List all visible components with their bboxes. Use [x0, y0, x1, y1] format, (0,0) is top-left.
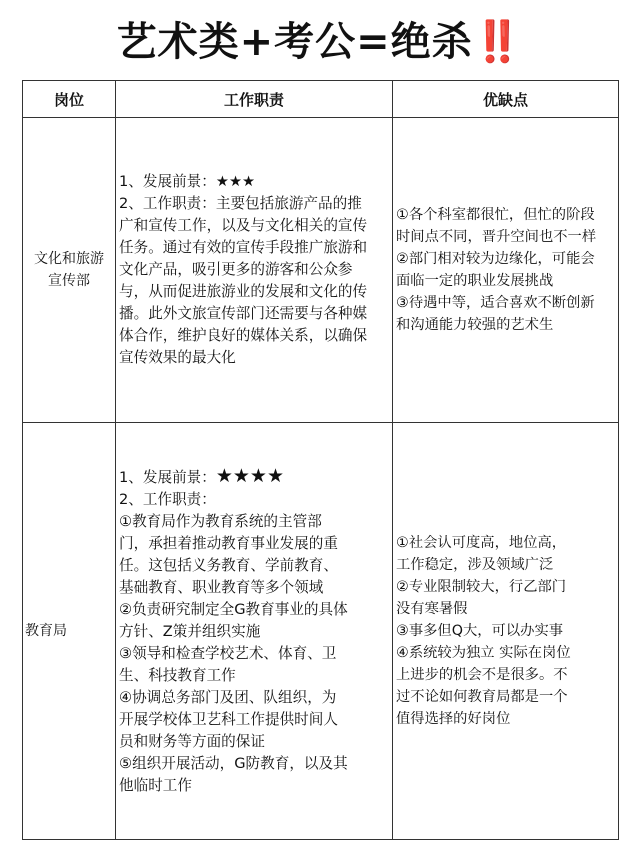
position-line: 教育局 — [25, 623, 67, 639]
prospect-line — [119, 171, 390, 193]
prospect-label: 1、发展前景： — [119, 173, 216, 190]
pros-cons-line: ③待遇中等，适合喜欢不断创新 — [396, 295, 595, 311]
double-exclamation-icon: ‼️ — [472, 19, 524, 65]
pros-cons-line: ③事多但Q大，可以办实事 — [396, 623, 564, 639]
position-line: 文化和旅游 — [34, 251, 104, 267]
pros-cons-line: ②部门相对较为边缘化，可能会 — [396, 251, 595, 267]
duty-line: 体合作，维护良好的媒体关系，以确保 — [119, 327, 368, 344]
header-duties: 工作职责 — [116, 81, 393, 118]
position-cell — [23, 118, 116, 423]
pros-cons-line: ②专业限制较大，行乙部门 — [396, 579, 567, 595]
header-pros-cons: 优缺点 — [393, 81, 619, 118]
duty-line: 播。此外文旅宣传部门还需要与各种媒 — [119, 305, 368, 322]
duty-line: 2、工作职责：主要包括旅游产品的推 — [119, 195, 362, 212]
pros-cons-line: ①各个科室都很忙，但忙的阶段 — [396, 207, 595, 223]
prospect-line — [119, 465, 390, 489]
duty-line: 任务。通过有效的宣传手段推广旅游和 — [119, 239, 368, 256]
duty-line: ④协调总务部门及团、队组织，为 — [119, 689, 337, 706]
pros-cons-line: 没有寒暑假 — [396, 601, 468, 617]
rating-stars-icon: ★★★★ — [215, 465, 284, 487]
duty-line: 基础教育、职业教育等多个领域 — [119, 579, 324, 596]
duty-line: ⑤组织开展活动，G防教育，以及其 — [119, 755, 348, 772]
pros-cons-line: 面临一定的职业发展挑战 — [396, 273, 554, 289]
pros-cons-line: ①社会认可度高，地位高， — [396, 535, 567, 551]
page-title — [0, 14, 640, 70]
duty-line: 宣传效果的最大化 — [119, 349, 236, 366]
duty-line: 他临时工作 — [119, 777, 192, 794]
duty-line: ②负责研究制定全G教育事业的具体 — [119, 601, 348, 618]
position-cell — [23, 423, 116, 840]
job-comparison-table — [22, 80, 619, 840]
duties-cell — [116, 118, 393, 423]
prospect-label: 1、发展前景： — [119, 469, 216, 486]
pros-cons-line: 时间点不同，晋升空间也不一样 — [396, 229, 597, 245]
duty-line: ③领导和检查学校艺术、体育、卫 — [119, 645, 337, 662]
position-line: 宣传部 — [48, 273, 90, 289]
pros-cons-cell — [393, 118, 619, 423]
table-header-row — [23, 81, 619, 118]
pros-cons-cell — [393, 423, 619, 840]
duty-line: 员和财务等方面的保证 — [119, 733, 265, 750]
pros-cons-line: 值得选择的好岗位 — [396, 711, 511, 727]
duty-line: 门，承担着推动教育事业发展的重 — [119, 535, 338, 552]
duty-line: 2、工作职责： — [119, 491, 216, 508]
table-row — [23, 118, 619, 423]
duty-line: 任。这包括义务教育、学前教育、 — [119, 557, 338, 574]
duty-line: 生、科技教育工作 — [119, 667, 236, 684]
pros-cons-line: 工作稳定，涉及领域广泛 — [396, 557, 554, 573]
rating-stars-icon: ★★★ — [215, 173, 256, 190]
duty-line: 广和宣传工作，以及与文化相关的宣传 — [119, 217, 368, 234]
duty-line: 文化产品，吸引更多的游客和公众参 — [119, 261, 353, 278]
pros-cons-line: 过不论如何教育局都是一个 — [396, 689, 568, 705]
pros-cons-line: 和沟通能力较强的艺术生 — [396, 317, 554, 333]
duty-line: ①教育局作为教育系统的主管部 — [119, 513, 322, 530]
title-text: 艺术类+考公=绝杀 — [116, 19, 473, 65]
duty-line: 方针、Z策并组织实施 — [119, 623, 261, 640]
pros-cons-line: 上进步的机会不是很多。不 — [396, 667, 568, 683]
header-position: 岗位 — [23, 81, 116, 118]
table-row — [23, 423, 619, 840]
duties-cell — [116, 423, 393, 840]
duty-line: 开展学校体卫艺科工作提供时间人 — [119, 711, 338, 728]
pros-cons-line: ④系统较为独立 实际在岗位 — [396, 645, 571, 661]
duty-line: 与，从而促进旅游业的发展和文化的传 — [119, 283, 368, 300]
